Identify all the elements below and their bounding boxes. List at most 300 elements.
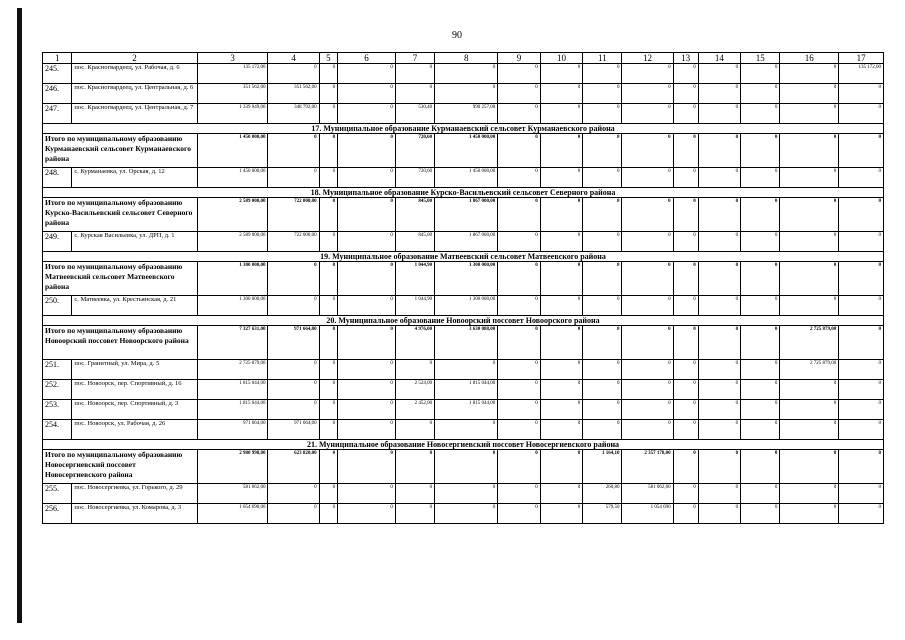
value-cell: 0: [780, 262, 839, 296]
value-cell: 0: [395, 64, 434, 84]
value-cell: 0: [698, 420, 740, 440]
value-cell: 0: [435, 420, 498, 440]
column-number: 6: [338, 53, 396, 64]
table-row: [43, 168, 884, 188]
value-cell: 0: [698, 326, 740, 360]
total-label: Итого по муниципальному образованию Новоорский поссовет Новоорского района: [43, 326, 198, 360]
value-cell: 0: [698, 450, 740, 484]
value-cell: 0: [622, 104, 673, 124]
value-cell: 0: [741, 84, 780, 104]
value-cell: 0: [839, 326, 884, 360]
value-cell: 1 300 000,00: [197, 262, 268, 296]
value-cell: 0: [622, 360, 673, 380]
value-cell: 1 450 000,00: [197, 134, 268, 168]
value-cell: 0: [780, 380, 839, 400]
value-cell: 0: [741, 262, 780, 296]
table-row: [43, 420, 884, 440]
value-cell: 0: [780, 484, 839, 504]
value-cell: 0: [839, 262, 884, 296]
value-cell: 0: [673, 134, 698, 168]
total-label: Итого по муниципальному образованию Матвеевский сельсовет Матвеевского района: [43, 262, 198, 296]
address-cell: с. Курманаевка, ул. Орская, д. 12: [72, 168, 197, 188]
value-cell: 0: [319, 296, 338, 316]
row-number: 246.: [43, 84, 72, 104]
value-cell: 2 589 000,00: [197, 198, 268, 232]
address-cell: пос. Красногвардеец, ул. Центральная, д. 6: [72, 84, 197, 104]
value-cell: 0: [839, 380, 884, 400]
value-cell: 0: [540, 484, 582, 504]
value-cell: 0: [780, 64, 839, 84]
column-number: 9: [498, 53, 540, 64]
row-number: 250.: [43, 296, 72, 316]
column-number: 13: [673, 53, 698, 64]
value-cell: 0: [319, 400, 338, 420]
section-title: 19. Муниципальное образование Матвеевский сельсовет Матвеевского района: [43, 252, 884, 262]
value-cell: 0: [673, 484, 698, 504]
value-cell: 0: [839, 84, 884, 104]
row-number: 247.: [43, 104, 72, 124]
value-cell: 0: [540, 450, 582, 484]
value-cell: 971 664,00: [268, 420, 319, 440]
address-cell: пос. Красногвардеец, ул. Рабочая, д. 6: [72, 64, 197, 84]
value-cell: 0: [540, 504, 582, 524]
value-cell: 0: [698, 104, 740, 124]
value-cell: 0: [622, 134, 673, 168]
section-heading-row: [43, 252, 884, 262]
value-cell: 0: [698, 360, 740, 380]
value-cell: 0: [741, 504, 780, 524]
value-cell: 0: [540, 380, 582, 400]
value-cell: 0: [498, 380, 540, 400]
value-cell: 0: [741, 450, 780, 484]
value-cell: 0: [435, 84, 498, 104]
value-cell: 0: [583, 198, 622, 232]
section-title: 21. Муниципальное образование Новосергиевский поссовет Новосергиевского района: [43, 440, 884, 450]
value-cell: 0: [622, 420, 673, 440]
column-number: 5: [319, 53, 338, 64]
value-cell: 0: [839, 168, 884, 188]
value-cell: 0: [780, 504, 839, 524]
value-cell: 0: [498, 450, 540, 484]
value-cell: 0: [583, 262, 622, 296]
value-cell: 0: [780, 420, 839, 440]
value-cell: 1 815 044,00: [197, 380, 268, 400]
value-cell: 971 664,00: [197, 420, 268, 440]
value-cell: 0: [583, 64, 622, 84]
value-cell: 0: [673, 198, 698, 232]
value-cell: 0: [780, 296, 839, 316]
table-row: [43, 296, 884, 316]
value-cell: 0: [319, 326, 338, 360]
value-cell: 0: [395, 484, 434, 504]
column-number: 2: [72, 53, 197, 64]
value-cell: 0: [498, 134, 540, 168]
value-cell: 0: [338, 104, 396, 124]
table-row: [43, 400, 884, 420]
value-cell: 0: [319, 198, 338, 232]
value-cell: 0: [741, 198, 780, 232]
value-cell: 845,00: [395, 198, 434, 232]
value-cell: 2 725 879,00: [780, 360, 839, 380]
value-cell: 0: [673, 232, 698, 252]
value-cell: 0: [338, 504, 396, 524]
value-cell: 0: [319, 360, 338, 380]
value-cell: 0: [268, 168, 319, 188]
value-cell: 1 339 049,00: [197, 104, 268, 124]
value-cell: 2 524,00: [395, 380, 434, 400]
value-cell: 0: [338, 326, 396, 360]
value-cell: 0: [622, 262, 673, 296]
total-row: [43, 134, 884, 168]
value-cell: 0: [583, 380, 622, 400]
column-number: 17: [839, 53, 884, 64]
value-cell: 0: [338, 84, 396, 104]
value-cell: 0: [673, 104, 698, 124]
value-cell: 0: [540, 134, 582, 168]
value-cell: 0: [698, 484, 740, 504]
value-cell: 0: [673, 64, 698, 84]
value-cell: 0: [540, 198, 582, 232]
value-cell: 0: [698, 262, 740, 296]
value-cell: 351 562,00: [268, 84, 319, 104]
value-cell: 0: [540, 84, 582, 104]
value-cell: 260,80: [583, 484, 622, 504]
value-cell: 0: [839, 296, 884, 316]
value-cell: 0: [498, 64, 540, 84]
row-number: 253.: [43, 400, 72, 420]
value-cell: 0: [622, 64, 673, 84]
value-cell: 0: [498, 326, 540, 360]
total-label: Итого по муниципальному образованию Курско-Васильевский сельсовет Северного района: [43, 198, 198, 232]
value-cell: 135 172,00: [197, 64, 268, 84]
value-cell: 135 172,00: [839, 64, 884, 84]
table-row: [43, 104, 884, 124]
value-cell: 1 300 000,00: [435, 262, 498, 296]
value-cell: 0: [435, 484, 498, 504]
section-heading-row: [43, 188, 884, 198]
value-cell: 0: [319, 104, 338, 124]
value-cell: 1 044,90: [395, 296, 434, 316]
value-cell: 0: [498, 232, 540, 252]
column-number: 14: [698, 53, 740, 64]
value-cell: 0: [583, 326, 622, 360]
address-cell: пос. Гранитный, ул. Мира, д. 5: [72, 360, 197, 380]
value-cell: 2 725 879,00: [780, 326, 839, 360]
value-cell: 0: [338, 262, 396, 296]
value-cell: 0: [622, 400, 673, 420]
value-cell: 0: [741, 400, 780, 420]
value-cell: 0: [395, 450, 434, 484]
value-cell: 1 815 044,00: [435, 400, 498, 420]
value-cell: 0: [498, 504, 540, 524]
value-cell: 0: [395, 504, 434, 524]
value-cell: 0: [395, 84, 434, 104]
row-number: 245.: [43, 64, 72, 84]
value-cell: 0: [498, 360, 540, 380]
value-cell: 722 000,00: [268, 232, 319, 252]
value-cell: 0: [741, 380, 780, 400]
column-number: 12: [622, 53, 673, 64]
value-cell: 0: [498, 400, 540, 420]
value-cell: 0: [698, 380, 740, 400]
value-cell: 0: [673, 296, 698, 316]
value-cell: 0: [338, 64, 396, 84]
value-cell: 0: [698, 168, 740, 188]
page-number: 90: [452, 30, 462, 41]
table-row: [43, 64, 884, 84]
value-cell: 0: [698, 64, 740, 84]
address-cell: с. Матвеевка, ул. Крестьянская, д. 21: [72, 296, 197, 316]
value-cell: 7 327 631,00: [197, 326, 268, 360]
value-cell: 1 867 000,00: [435, 198, 498, 232]
value-cell: 0: [780, 198, 839, 232]
value-cell: 0: [498, 84, 540, 104]
value-cell: 0: [673, 380, 698, 400]
column-number: 8: [435, 53, 498, 64]
value-cell: 0: [268, 134, 319, 168]
value-cell: 0: [583, 420, 622, 440]
value-cell: 0: [268, 64, 319, 84]
value-cell: 0: [338, 360, 396, 380]
value-cell: 0: [780, 134, 839, 168]
row-number: 256.: [43, 504, 72, 524]
column-number-row: [43, 53, 884, 64]
value-cell: 0: [498, 104, 540, 124]
value-cell: 0: [540, 400, 582, 420]
value-cell: 0: [338, 450, 396, 484]
value-cell: 0: [395, 420, 434, 440]
value-cell: 0: [673, 504, 698, 524]
total-row: [43, 450, 884, 484]
value-cell: 0: [673, 262, 698, 296]
address-cell: пос. Красногвардеец, ул. Центральная, д. 7: [72, 104, 197, 124]
table-row: [43, 84, 884, 104]
value-cell: 971 664,00: [268, 326, 319, 360]
value-cell: 0: [698, 296, 740, 316]
value-cell: 0: [498, 420, 540, 440]
total-row: [43, 326, 884, 360]
address-cell: пос. Новоорск, пер. Спортивный, д. 3: [72, 400, 197, 420]
column-number: 16: [780, 53, 839, 64]
value-cell: 0: [435, 450, 498, 484]
value-cell: 0: [622, 296, 673, 316]
value-cell: 0: [673, 450, 698, 484]
value-cell: 0: [673, 168, 698, 188]
section-title: 20. Муниципальное образование Новоорский поссовет Новоорского района: [43, 316, 884, 326]
value-cell: 0: [839, 198, 884, 232]
value-cell: 1 054 690: [622, 504, 673, 524]
value-cell: 0: [319, 168, 338, 188]
value-cell: 0: [338, 198, 396, 232]
value-cell: 0: [319, 484, 338, 504]
value-cell: 1 815 044,00: [435, 380, 498, 400]
value-cell: 0: [583, 104, 622, 124]
value-cell: 0: [338, 400, 396, 420]
value-cell: 348 792,00: [268, 104, 319, 124]
value-cell: 0: [698, 400, 740, 420]
value-cell: 0: [268, 380, 319, 400]
value-cell: 0: [435, 360, 498, 380]
row-number: 251.: [43, 360, 72, 380]
value-cell: 720,60: [395, 168, 434, 188]
section-title: 17. Муниципальное образование Курманаевский сельсовет Курманаевского района: [43, 124, 884, 134]
value-cell: 0: [839, 232, 884, 252]
value-cell: 0: [540, 168, 582, 188]
value-cell: 581 062,00: [197, 484, 268, 504]
column-number: 11: [583, 53, 622, 64]
row-number: 248.: [43, 168, 72, 188]
value-cell: 0: [839, 450, 884, 484]
value-cell: 0: [268, 400, 319, 420]
section-heading-row: [43, 316, 884, 326]
value-cell: 0: [741, 134, 780, 168]
column-number: 10: [540, 53, 582, 64]
value-cell: 0: [741, 420, 780, 440]
value-cell: 0: [540, 262, 582, 296]
value-cell: 0: [839, 420, 884, 440]
value-cell: 0: [319, 420, 338, 440]
value-cell: 1 044,90: [395, 262, 434, 296]
address-cell: пос. Новоорск, ул. Рабочая, д. 26: [72, 420, 197, 440]
value-cell: 0: [780, 104, 839, 124]
value-cell: 0: [540, 232, 582, 252]
value-cell: 0: [839, 400, 884, 420]
value-cell: 0: [498, 262, 540, 296]
value-cell: 0: [583, 400, 622, 420]
table-row: [43, 504, 884, 524]
value-cell: 2 725 879,00: [197, 360, 268, 380]
value-cell: 0: [319, 380, 338, 400]
value-cell: 0: [319, 504, 338, 524]
value-cell: 0: [839, 360, 884, 380]
column-number: 1: [43, 53, 72, 64]
total-label: Итого по муниципальному образованию Курманаевский сельсовет Курманаевского района: [43, 134, 198, 168]
value-cell: 0: [268, 296, 319, 316]
address-cell: пос. Новосергиевка, ул. Горького, д. 29: [72, 484, 197, 504]
value-cell: 0: [622, 380, 673, 400]
row-number: 249.: [43, 232, 72, 252]
value-cell: 0: [698, 198, 740, 232]
value-cell: 0: [540, 64, 582, 84]
value-cell: 0: [319, 262, 338, 296]
section-title: 18. Муниципальное образование Курско-Васильевский сельсовет Северного района: [43, 188, 884, 198]
value-cell: 0: [698, 504, 740, 524]
value-cell: 1 450 000,00: [435, 134, 498, 168]
value-cell: 0: [741, 64, 780, 84]
table-row: [43, 380, 884, 400]
section-heading-row: [43, 440, 884, 450]
value-cell: 0: [780, 400, 839, 420]
value-cell: 4 976,00: [395, 326, 434, 360]
value-cell: 0: [268, 484, 319, 504]
value-cell: 1 054 690,00: [197, 504, 268, 524]
value-cell: 0: [698, 84, 740, 104]
value-cell: 0: [498, 198, 540, 232]
value-cell: 0: [741, 296, 780, 316]
value-cell: 0: [319, 232, 338, 252]
address-cell: с. Курская Васильевка, ул. ДРП, д. 1: [72, 232, 197, 252]
value-cell: 0: [673, 360, 698, 380]
table-row: [43, 484, 884, 504]
value-cell: 0: [395, 360, 434, 380]
value-cell: 1 867 000,00: [435, 232, 498, 252]
value-cell: 0: [839, 104, 884, 124]
value-cell: 0: [319, 84, 338, 104]
value-cell: 0: [698, 134, 740, 168]
value-cell: 845,00: [395, 232, 434, 252]
value-cell: 0: [498, 484, 540, 504]
value-cell: 0: [338, 232, 396, 252]
value-cell: 2 357 178,00: [622, 450, 673, 484]
value-cell: 623 820,00: [268, 450, 319, 484]
value-cell: 1 300 000,00: [197, 296, 268, 316]
value-cell: 1 450 000,00: [197, 168, 268, 188]
value-cell: 0: [435, 504, 498, 524]
value-cell: 0: [338, 134, 396, 168]
value-cell: 579,50: [583, 504, 622, 524]
value-cell: 0: [741, 326, 780, 360]
value-cell: 0: [268, 262, 319, 296]
value-cell: 0: [540, 420, 582, 440]
value-cell: 0: [780, 450, 839, 484]
row-number: 255.: [43, 484, 72, 504]
section-heading-row: [43, 124, 884, 134]
table-row: [43, 360, 884, 380]
value-cell: 2 589 000,00: [197, 232, 268, 252]
value-cell: 720,60: [395, 134, 434, 168]
table-row: [43, 232, 884, 252]
total-label: Итого по муниципальному образованию Новосергиевский поссовет Новосергиевского района: [43, 450, 198, 484]
value-cell: 3 630 088,00: [435, 326, 498, 360]
value-cell: 0: [839, 134, 884, 168]
value-cell: 0: [583, 296, 622, 316]
value-cell: 0: [673, 420, 698, 440]
value-cell: 0: [583, 134, 622, 168]
total-row: [43, 198, 884, 232]
value-cell: 0: [319, 134, 338, 168]
page-left-edge: [17, 8, 22, 623]
value-cell: 0: [583, 232, 622, 252]
value-cell: 0: [540, 360, 582, 380]
value-cell: 0: [741, 168, 780, 188]
value-cell: 0: [780, 84, 839, 104]
value-cell: 0: [780, 168, 839, 188]
value-cell: 0: [540, 104, 582, 124]
value-cell: 0: [319, 450, 338, 484]
value-cell: 530,40: [395, 104, 434, 124]
value-cell: 0: [338, 296, 396, 316]
value-cell: 0: [622, 84, 673, 104]
value-cell: 0: [622, 326, 673, 360]
value-cell: 722 000,00: [268, 198, 319, 232]
value-cell: 0: [435, 64, 498, 84]
address-cell: пос. Новоорск, пер. Спортивный, д. 16: [72, 380, 197, 400]
value-cell: 0: [540, 296, 582, 316]
value-cell: 0: [780, 232, 839, 252]
value-cell: 0: [338, 168, 396, 188]
value-cell: 0: [583, 84, 622, 104]
value-cell: 0: [268, 504, 319, 524]
value-cell: 0: [698, 232, 740, 252]
value-cell: 0: [741, 360, 780, 380]
value-cell: 1 815 044,00: [197, 400, 268, 420]
value-cell: 0: [839, 504, 884, 524]
row-number: 252.: [43, 380, 72, 400]
value-cell: 0: [622, 232, 673, 252]
column-number: 3: [197, 53, 268, 64]
value-cell: 0: [583, 360, 622, 380]
value-cell: 0: [741, 232, 780, 252]
